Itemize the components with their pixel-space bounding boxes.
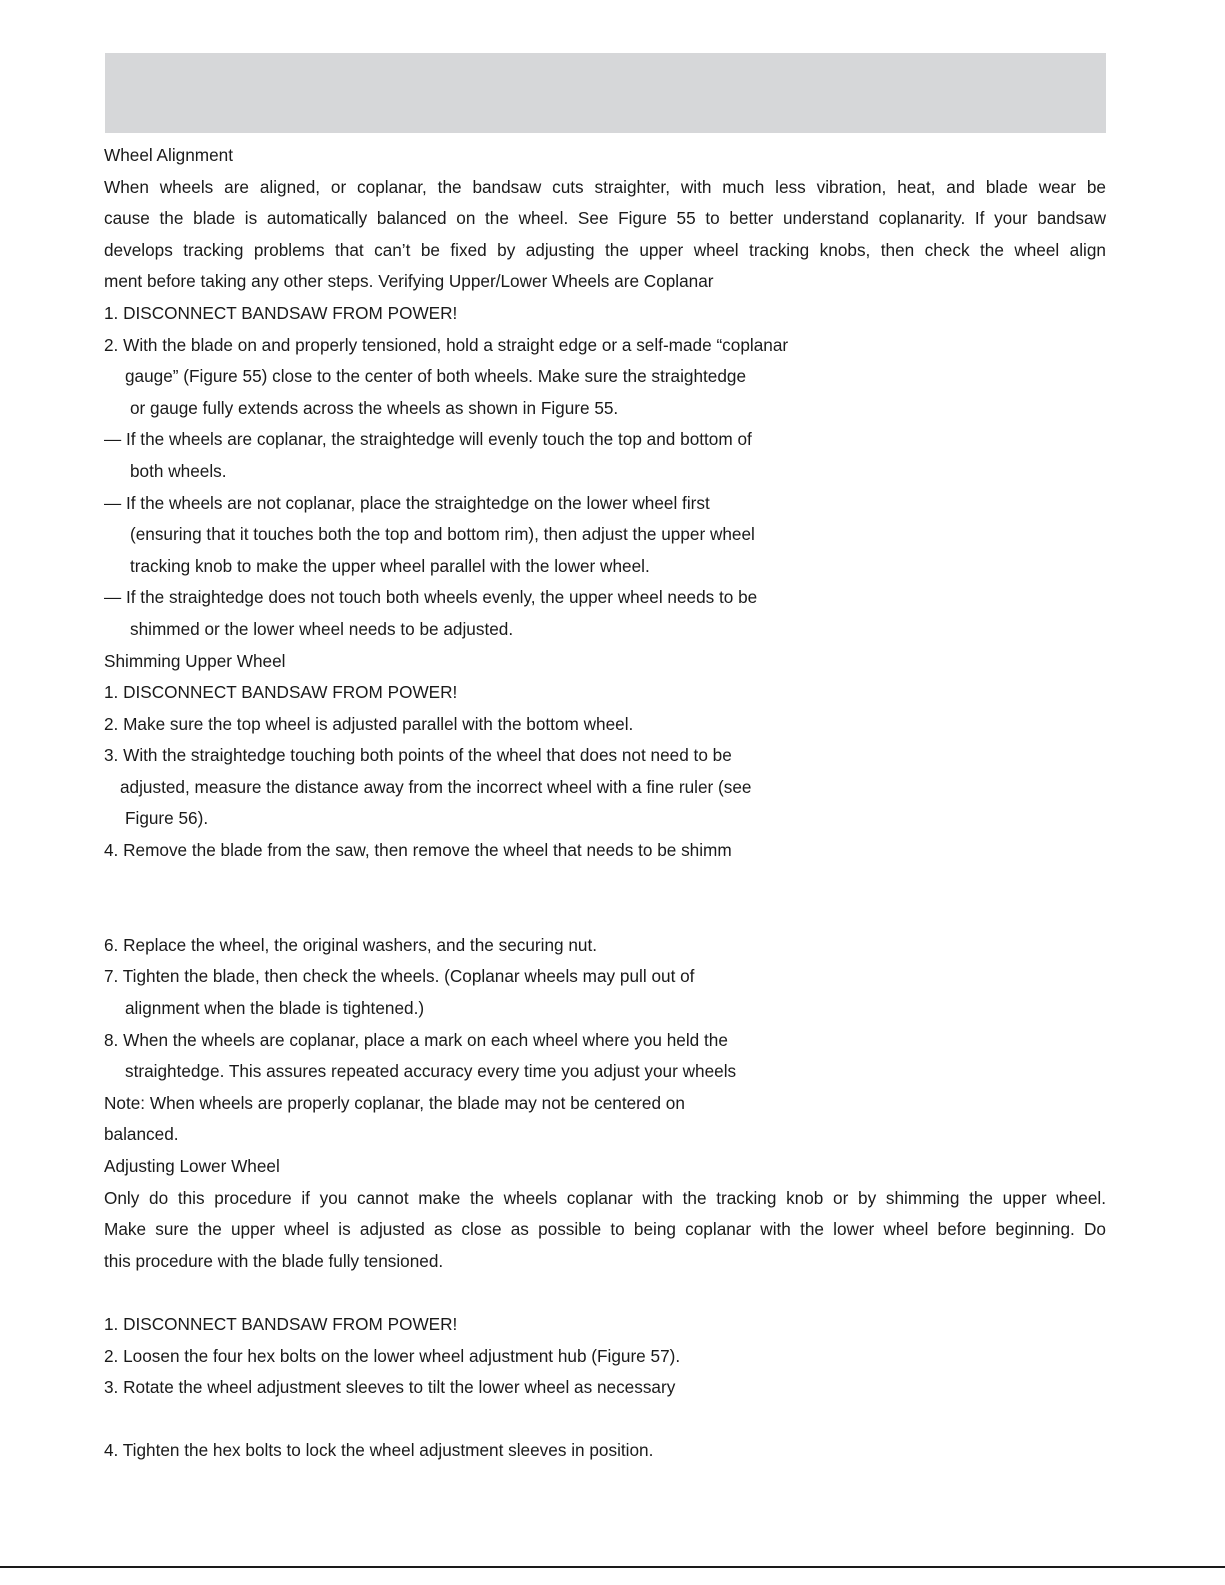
paragraph-line: ment before taking any other steps. Verifying Upper/Lower Wheels are Coplanar	[104, 271, 714, 292]
bullet-item: — If the wheels are not coplanar, place the straightedge on the lower wheel first	[104, 492, 710, 513]
step-continuation: adjusted, measure the distance away from the incorrect wheel with a fine ruler (see	[120, 776, 752, 797]
bullet-continuation: shimmed or the lower wheel needs to be adjusted.	[130, 618, 514, 639]
paragraph-line: When wheels are aligned, or coplanar, the bandsaw cuts straighter, with much less vibration, heat, and blade wear be	[104, 176, 1106, 197]
step-item: 3. Rotate the wheel adjustment sleeves to tilt the lower wheel as necessary	[104, 1377, 676, 1398]
section-heading-shimming-upper-wheel: Shimming Upper Wheel	[104, 650, 286, 671]
step-continuation: alignment when the blade is tightened.)	[125, 998, 425, 1019]
paragraph-line: cause the blade is automatically balanced on the wheel. See Figure 55 to better understand coplanarity. If your bandsaw	[104, 208, 1106, 229]
step-item: 8. When the wheels are coplanar, place a mark on each wheel where you held the	[104, 1029, 728, 1050]
note-line: Note: When wheels are properly coplanar, the blade may not be centered on	[104, 1092, 685, 1113]
step-item: 6. Replace the wheel, the original washers, and the securing nut.	[104, 934, 598, 955]
step-item: 3. With the straightedge touching both points of the wheel that does not need to be	[104, 745, 732, 766]
bullet-item: — If the straightedge does not touch both wheels evenly, the upper wheel needs to be	[104, 587, 758, 608]
step-item: 7. Tighten the blade, then check the wheels. (Coplanar wheels may pull out of	[104, 966, 695, 987]
step-item: 1. DISCONNECT BANDSAW FROM POWER!	[104, 302, 458, 323]
bullet-continuation: tracking knob to make the upper wheel parallel with the lower wheel.	[130, 555, 650, 576]
blank-gap	[104, 1277, 1106, 1309]
step-item: 2. With the blade on and properly tensioned, hold a straight edge or a self-made “coplanar	[104, 334, 789, 355]
paragraph-line: develops tracking problems that can’t be fixed by adjusting the upper wheel tracking knobs, then check the wheel align	[104, 239, 1106, 260]
step-item: 4. Remove the blade from the saw, then remove the wheel that needs to be shimm	[104, 840, 732, 861]
header-band	[105, 53, 1106, 133]
step-item: 2. Make sure the top wheel is adjusted parallel with the bottom wheel.	[104, 713, 634, 734]
blank-gap	[104, 1404, 1106, 1436]
paragraph-line: this procedure with the blade fully tensioned.	[104, 1250, 444, 1271]
step-continuation: or gauge fully extends across the wheels as shown in Figure 55.	[130, 397, 619, 418]
blank-gap	[104, 867, 1106, 930]
page-body	[104, 140, 1106, 1467]
section-heading-adjusting-lower-wheel: Adjusting Lower Wheel	[104, 1156, 280, 1176]
step-item: 1. DISCONNECT BANDSAW FROM POWER!	[104, 1313, 458, 1334]
step-continuation: Figure 56).	[125, 808, 209, 829]
step-item: 2. Loosen the four hex bolts on the lower wheel adjustment hub (Figure 57).	[104, 1345, 681, 1366]
paragraph-line: Only do this procedure if you cannot make the wheels coplanar with the tracking knob or by shimming the upper wheel.	[104, 1187, 1106, 1208]
step-item: 1. DISCONNECT BANDSAW FROM POWER!	[104, 682, 458, 703]
step-continuation: straightedge. This assures repeated accuracy every time you adjust your wheels	[125, 1061, 737, 1082]
bullet-item: — If the wheels are coplanar, the straightedge will evenly touch the top and bottom of	[104, 429, 752, 450]
bullet-continuation: (ensuring that it touches both the top and bottom rim), then adjust the upper wheel	[130, 524, 755, 545]
paragraph-line: Make sure the upper wheel is adjusted as close as possible to being coplanar with the lower wheel before beginning. Do	[104, 1219, 1106, 1240]
bullet-continuation: both wheels.	[130, 460, 227, 481]
step-continuation: gauge” (Figure 55) close to the center of both wheels. Make sure the straightedge	[125, 366, 747, 387]
section-heading-wheel-alignment: Wheel Alignment	[104, 145, 233, 165]
footer-rule	[0, 1566, 1225, 1568]
step-item: 4. Tighten the hex bolts to lock the wheel adjustment sleeves in position.	[104, 1440, 654, 1461]
note-line: balanced.	[104, 1124, 179, 1145]
